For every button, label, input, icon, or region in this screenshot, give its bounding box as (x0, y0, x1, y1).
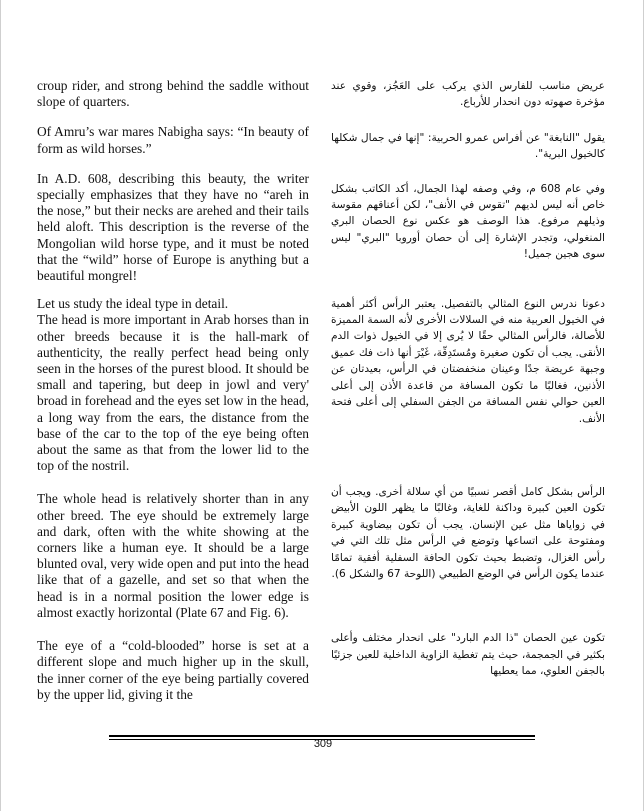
english-paragraph-6: The eye of a “cold-blooded” horse is set at a different slope and much higher up in the skull, the inner corner of the eye being partially covered by the upper lid, giving it the (37, 638, 309, 702)
arabic-paragraph-1: عريض مناسب للفارس الذي يركب على العَجُز، وقوي عند مؤخرة صهوته دون انحدار للأرباع. (331, 80, 605, 109)
english-paragraph-4-intro: Let us study the ideal type in detail. (37, 296, 229, 312)
arabic-paragraph-4: دعونا ندرس النوع المثالي بالتفصيل. يعتبر الرأس أكثر أهمية في الخيول العربية منه في السلالات الأخرى لأنه السمة المميزة للأصالة، فالرأس المثالي حقًا لا يُرى إلا في الخيول ذوات الدم الأنقى. يجب أن تكون صغيرة ومُستَدِقّة، غَيْرَ أنها ذات فك عميق وجبهة عريضة جدًا وعينان منخفضتان في الرأس، بعيدتان عن الأذنين، فغالبًا ما تكون المسافة من قاعدة الأذن إلى أعلى العين حوالي نفس المسافة من الجفن السفلي إلى أعلى فتحة الأنف. (331, 297, 605, 425)
arabic-paragraph-6: تكون عين الحصان "ذا الدم البارد" على انحدار مختلف وأعلى بكثير في الجمجمة، حيث يتم تغطية الزاوية الداخلية للعين جزئيًا بالجفن العلوي، مما يعطيها (331, 632, 605, 678)
footer-rule (109, 735, 535, 737)
arabic-column (331, 78, 605, 680)
english-paragraph-4: The head is more important in Arab horses than in other breeds because it is the hall-mark of authenticity, the really perfect head being only seen in the horses of the purest blood. It should be small and tapering, but deep in jowl and very' broad in forehead and the eyes set low in the head, a long way from the ears, the distance from the base of the car to the top of the eye being often about the same as that from the lower lid to the top of the nostril. (37, 312, 309, 474)
english-paragraph-3: In A.D. 608, describing this beauty, the writer specially emphasizes that they have no “areh in the nose,” but their necks are arehed and their tails held aloft. This description is the reverse of the Mongolian wild horse type, and it must be noted that the “wild” horse of Europe is anything but a beautiful mongrel! (37, 170, 309, 284)
english-paragraph-1: croup rider, and strong behind the saddle without slope of quarters. (37, 78, 309, 110)
english-paragraph-2: Of Amru’s war mares Nabigha says: “In beauty of form as wild horses.” (37, 124, 309, 156)
arabic-paragraph-2: يقول "النابغة" عن أفراس عمرو الحربية: "إنها في جمال شكلها كالخيول البرية". (331, 131, 605, 161)
page-number: 309 (313, 738, 333, 750)
english-column (37, 78, 309, 703)
arabic-paragraph-5: الرأس بشكل كامل أقصر نسبيًا من أي سلالة أخرى. ويجب أن تكون العين كبيرة وداكنة للغاية، وغالبًا ما يظهر اللون الأبيض في زواياها مثل عين الإنسان. يجب أن تكون بيضاوية كبيرة ومفتوحة على اتساعها وتوضع في الرأس مثل تلك التي في رأس الغزال، وتضبط بحيث تكون الحافة السفلية أفقية تمامًا عندما يكون الرأس في الوضع الطبيعي (اللوحة 67 والشكل 6). (331, 485, 605, 580)
english-paragraph-5: The whole head is relatively shorter than in any other breed. The eye should be extremely large and dark, often with the white showing at the corners like a human eye. It should be a large blunted oval, very wide open and put into the head like that of a gazelle, and set so that when the head is in a normal position the lower edge is almost exactly horizontal (Plate 67 and Fig. 6). (37, 491, 309, 620)
arabic-paragraph-3: وفي عام 608 م، وفي وصفه لهذا الجمال، أكد الكاتب بشكل خاص أنه ليس لديهم "تقوس في الأنف"، لكن أعناقهم مقوسة وذيلهم مرفوع. هذا الوصف هو عكس نوع الحصان البري المنغولي، وتجدر الإشارة إلى أن حصان أوروبا "البري" ليس سوى هجين جميل! (331, 182, 606, 261)
